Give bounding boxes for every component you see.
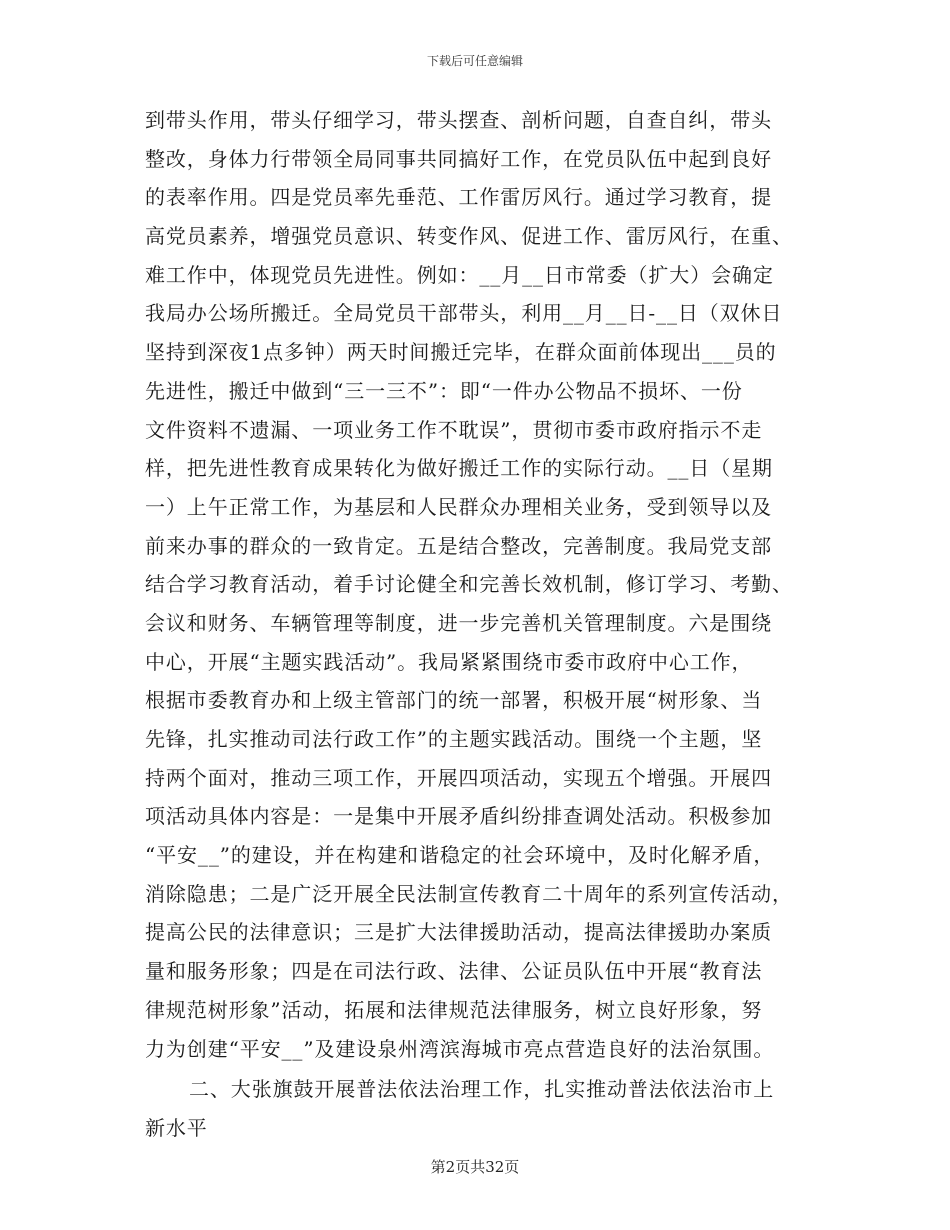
page-header: 下载后可任意编辑	[426, 54, 523, 68]
body-line: 量和服务形象；四是在司法行政、法律、公证员队伍中开展“教育法	[145, 959, 763, 984]
body-line: 坚持到深夜1点多钟）两天时间搬迁完毕，在群众面前体现出___员的	[145, 340, 777, 365]
page-number: 第2页共32页	[430, 1158, 520, 1176]
body-line: 消除隐患；二是广泛开展全民法制宣传教育二十周年的系列宣传活动，	[145, 881, 793, 906]
body-line: 结合学习教育活动，着手讨论健全和完善长效机制，修订学习、考勤、	[145, 572, 793, 597]
body-line: 律规范树形象”活动，拓展和法律规范法律服务，树立良好形象，努	[145, 997, 763, 1022]
body-line: 力为创建“平安__”及建设泉州湾滨海城市亮点营造良好的法治氛围。	[145, 1036, 775, 1061]
section-heading-line: 新水平	[145, 1115, 208, 1140]
body-line: 前来办事的群众的一致肯定。五是结合整改，完善制度。我局党支部	[145, 533, 772, 558]
body-line: 文件资料不遗漏、一项业务工作不耽误”，贯彻市委市政府指示不走	[145, 417, 763, 442]
section-heading-line: 二、大张旗鼓开展普法依法治理工作，扎实推动普法依法治市上	[189, 1077, 775, 1102]
body-line: 的表率作用。四是党员率先垂范、工作雷厉风行。通过学习教育，提	[145, 185, 772, 210]
body-line: 持两个面对，推动三项工作，开展四项活动，实现五个增强。开展四	[145, 765, 772, 790]
body-line: 提高公民的法律意识；三是扩大法律援助活动，提高法律援助办案质	[145, 920, 772, 945]
body-line: 先锋，扎实推动司法行政工作”的主题实践活动。围绕一个主题，坚	[145, 727, 763, 751]
body-line: 项活动具体内容是：一是集中开展矛盾纠纷排查调处活动。积极参加	[145, 804, 772, 829]
body-line: 根据市委教育办和上级主管部门的统一部署，积极开展“树形象、当	[145, 688, 763, 713]
body-line: 会议和财务、车辆管理等制度，进一步完善机关管理制度。六是围绕	[145, 610, 772, 635]
body-line: “平安__”的建设，并在构建和谐稳定的社会环境中，及时化解矛盾，	[145, 843, 775, 868]
body-line: 中心，开展“主题实践活动”。我局紧紧围绕市委市政府中心工作，	[145, 649, 753, 674]
body-line: 样，把先进性教育成果转化为做好搬迁工作的实际行动。__日（星期	[145, 456, 773, 481]
body-line: 先进性，搬迁中做到“三一三不”：即“一件办公物品不损坏、一份	[145, 378, 743, 403]
body-line: 一）上午正常工作，为基层和人民群众办理相关业务，受到领导以及	[145, 494, 772, 519]
body-line: 到带头作用，带头仔细学习，带头摆查、剖析问题，自查自纠，带头	[145, 108, 772, 132]
body-line: 整改，身体力行带领全局同事共同搞好工作，在党员队伍中起到良好	[145, 146, 772, 171]
body-line: 难工作中，体现党员先进性。例如：__月__日市常委（扩大）会确定	[145, 262, 774, 287]
body-line: 我局办公场所搬迁。全局党员干部带头，利用__月__日-__日（双休日	[145, 301, 783, 326]
document-body	[145, 101, 815, 1148]
body-line: 高党员素养，增强党员意识、转变作风、促进工作、雷厉风行，在重、	[145, 224, 793, 249]
